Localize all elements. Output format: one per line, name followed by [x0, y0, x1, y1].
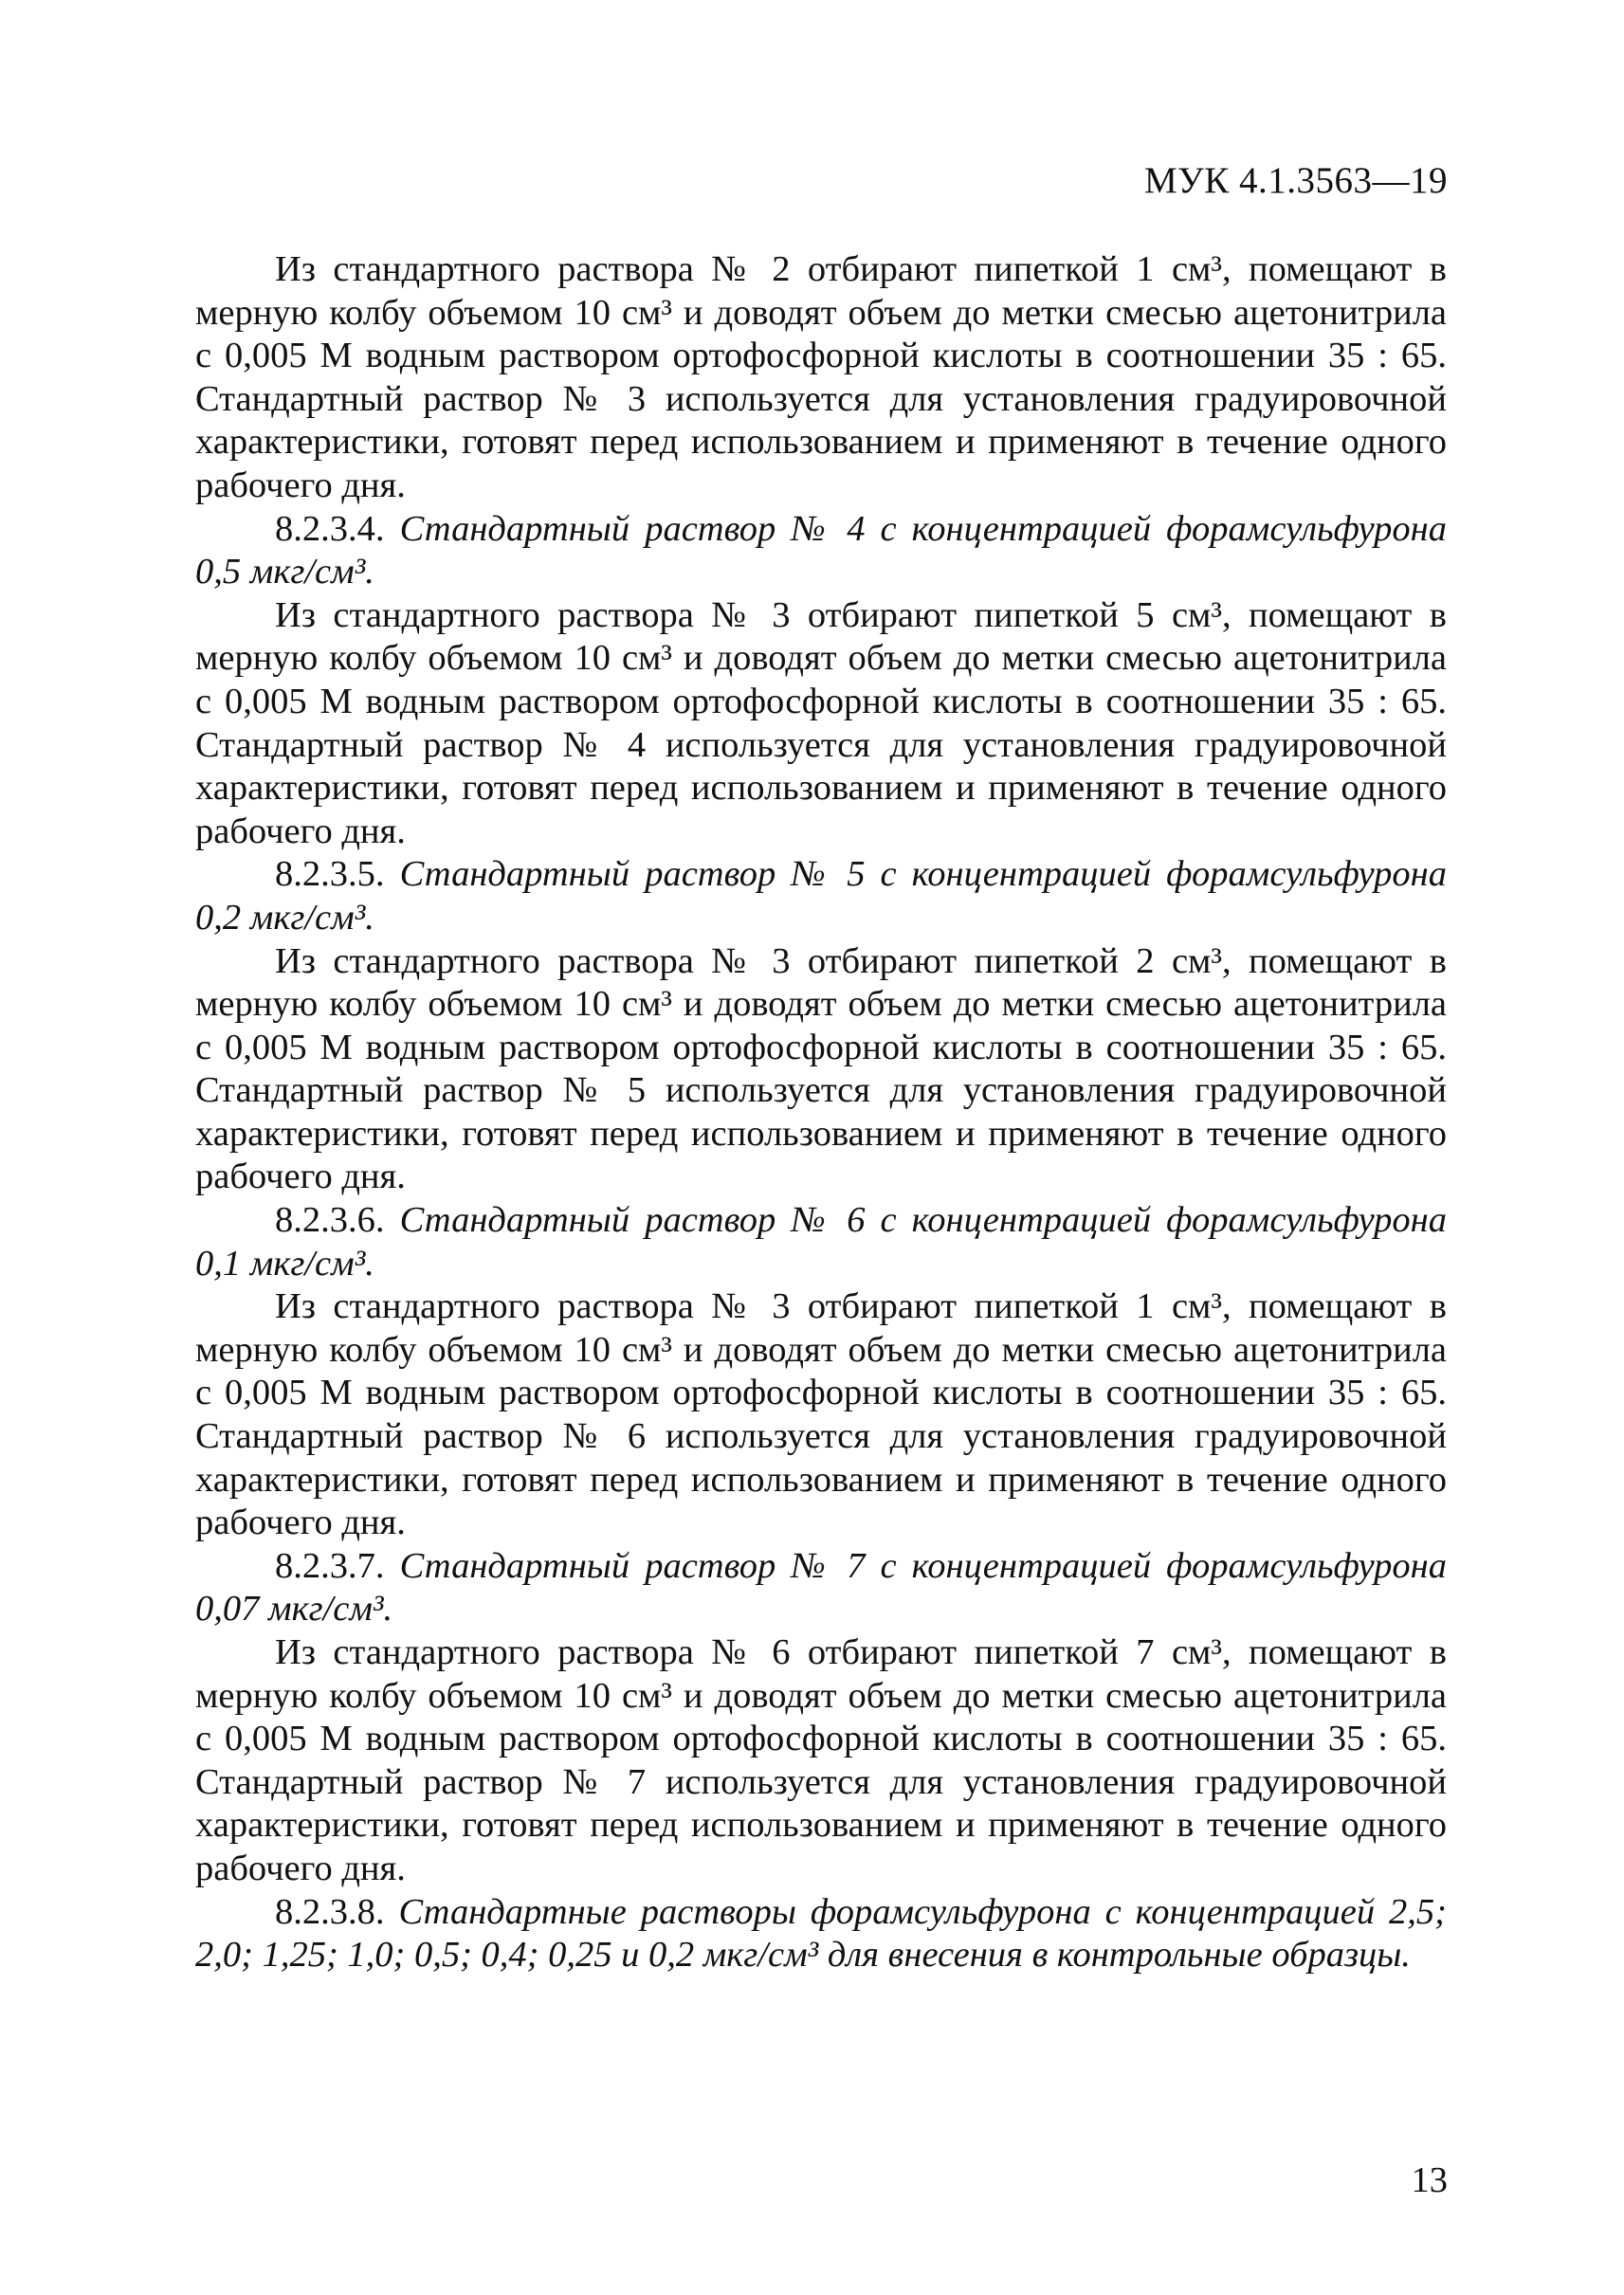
body-paragraph: Из стандартного раствора № 2 отбирают пипеткой 1 см³, помещают в мерную колбу объемом 10 см³ и доводят объем до метки смесью ацетонитрила с 0,005 М водным раствором ортофосфорной кислоты в соотношении 35 : 65. Стандартный раствор № 3 используется для установления градуировочной характеристики, готовят перед использованием и применяют в течение одного рабочего дня. — [195, 249, 1447, 505]
section-number: 8.2.3.6. — [275, 1200, 385, 1241]
page-number: 13 — [1411, 2160, 1448, 2200]
section-heading — [195, 1891, 1447, 1977]
section-number: 8.2.3.5. — [275, 854, 385, 895]
document-code: МУК 4.1.3563—19 — [1143, 160, 1448, 201]
section-title: Стандартные растворы форамсульфурона с концентрацией 2,5; 2,0; 1,25; 1,0; 0,5; 0,4; 0,25 и 0,2 мкг/см³ для внесения в контрольные образцы. — [195, 1891, 1448, 1976]
section-heading — [195, 1199, 1447, 1285]
section-number: 8.2.3.8. — [275, 1891, 385, 1932]
section-number: 8.2.3.4. — [275, 508, 385, 549]
body-paragraph: Из стандартного раствора № 3 отбирают пипеткой 2 см³, помещают в мерную колбу объемом 10 см³ и доводят объем до метки смесью ацетонитрила с 0,005 М водным раствором ортофосфорной кислоты в соотношении 35 : 65. Стандартный раствор № 5 используется для установления градуировочной характеристики, готовят перед использованием и применяют в течение одного рабочего дня. — [195, 940, 1447, 1197]
section-heading — [195, 1545, 1447, 1631]
body-paragraph: Из стандартного раствора № 3 отбирают пипеткой 1 см³, помещают в мерную колбу объемом 10 см³ и доводят объем до метки смесью ацетонитрила с 0,005 М водным раствором ортофосфорной кислоты в соотношении 35 : 65. Стандартный раствор № 6 используется для установления градуировочной характеристики, готовят перед использованием и применяют в течение одного рабочего дня. — [195, 1286, 1447, 1543]
section-heading — [195, 853, 1447, 939]
section-number: 8.2.3.7. — [275, 1545, 385, 1586]
section-title: Стандартный раствор № 4 с концентрацией форамсульфурона 0,5 мкг/см³. — [195, 508, 1447, 592]
section-title: Стандартный раствор № 6 с концентрацией форамсульфурона 0,1 мкг/см³. — [195, 1200, 1447, 1284]
body-paragraph: Из стандартного раствора № 3 отбирают пипеткой 5 см³, помещают в мерную колбу объемом 10 см³ и доводят объем до метки смесью ацетонитрила с 0,005 М водным раствором ортофосфорной кислоты в соотношении 35 : 65. Стандартный раствор № 4 используется для установления градуировочной характеристики, готовят перед использованием и применяют в течение одного рабочего дня. — [195, 594, 1447, 851]
document-body — [195, 248, 1447, 1977]
body-paragraph: Из стандартного раствора № 6 отбирают пипеткой 7 см³, помещают в мерную колбу объемом 10 см³ и доводят объем до метки смесью ацетонитрила с 0,005 М водным раствором ортофосфорной кислоты в соотношении 35 : 65. Стандартный раствор № 7 используется для установления градуировочной характеристики, готовят перед использованием и применяют в течение одного рабочего дня. — [195, 1632, 1447, 1888]
section-title: Стандартный раствор № 5 с концентрацией форамсульфурона 0,2 мкг/см³. — [195, 854, 1447, 938]
section-title: Стандартный раствор № 7 с концентрацией форамсульфурона 0,07 мкг/см³. — [195, 1545, 1447, 1630]
section-heading — [195, 508, 1447, 594]
